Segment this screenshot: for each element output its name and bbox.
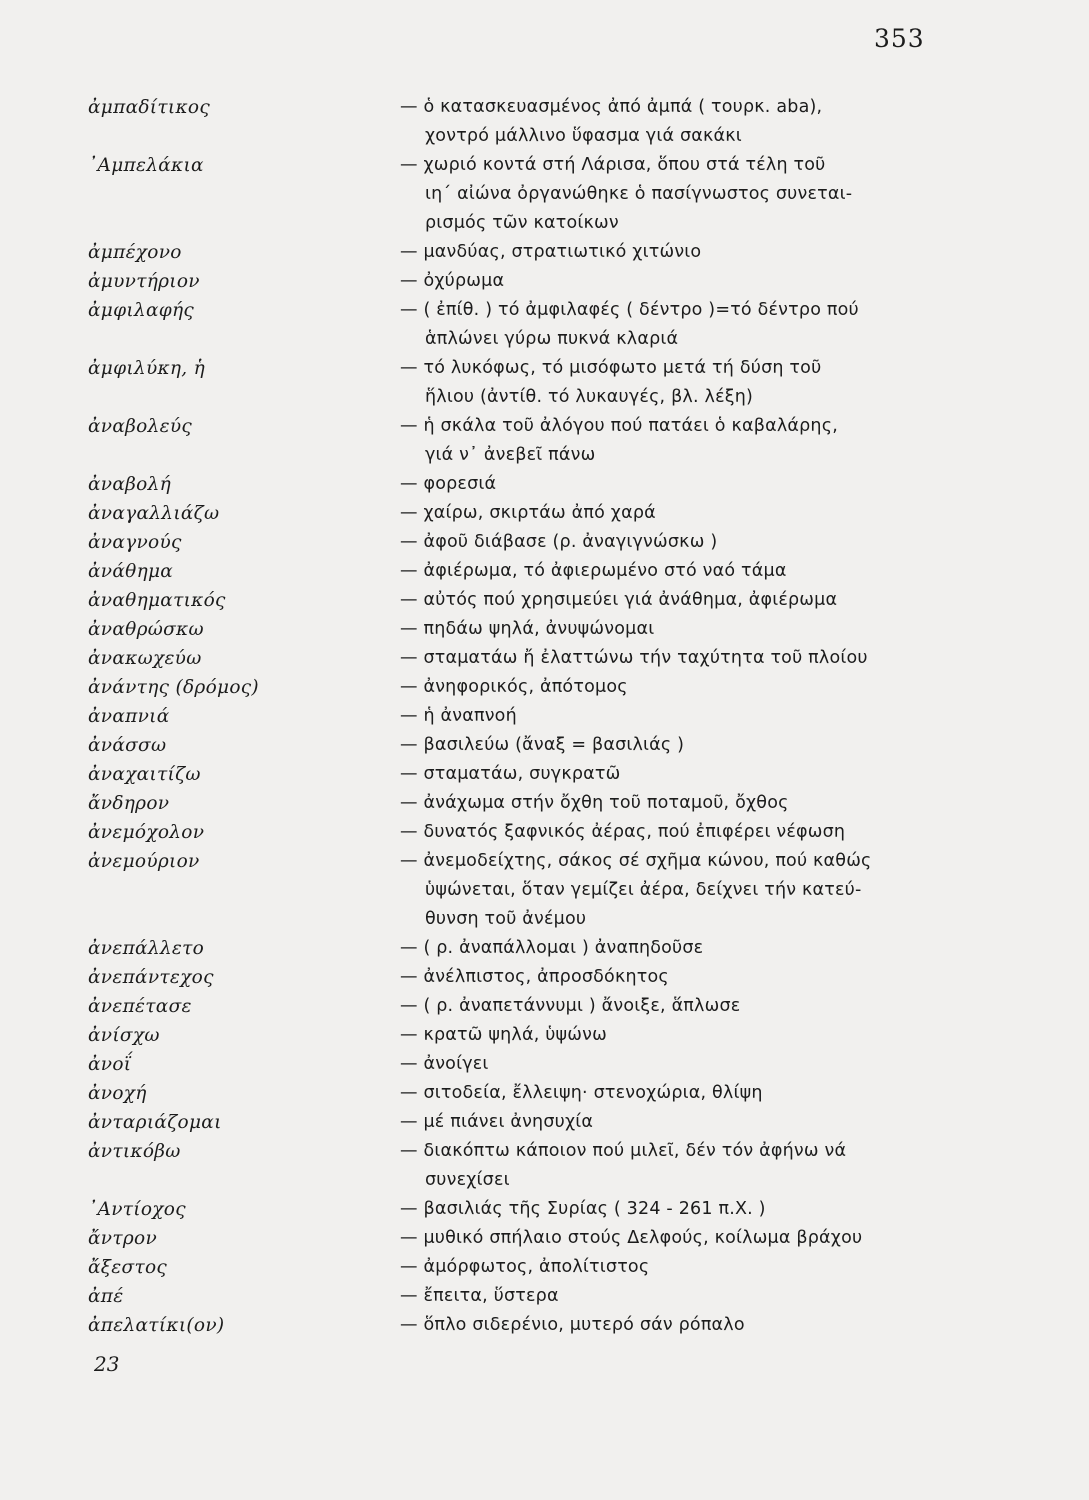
entry-term: ἀνοΐ	[88, 1054, 132, 1075]
entry-term: ἀπέ	[88, 1286, 124, 1307]
entry-definition	[400, 644, 960, 673]
glossary-entry	[0, 1195, 1089, 1224]
glossary-entry	[0, 151, 1089, 238]
definition-line: — βασιλιάς τῆς Συρίας ( 324 - 261 π.Χ. )	[400, 1199, 766, 1219]
entry-term: ἄνδηρον	[88, 793, 170, 814]
definition-line: — ὁ κατασκευασμένος ἀπό ἀμπά ( τουρκ. aba),	[400, 97, 823, 117]
definition-line: χοντρό μάλλινο ὕφασμα γιά σακάκι	[425, 126, 742, 146]
definition-line: — πηδάω ψηλά, ἀνυψώνομαι	[400, 619, 655, 639]
definition-line: — σιτοδεία, ἔλλειψη· στενοχώρια, θλίψη	[400, 1083, 763, 1103]
entry-definition	[400, 151, 960, 238]
glossary-entry	[0, 615, 1089, 644]
definition-line: — ὅπλο σιδερένιο, μυτερό σάν ρόπαλο	[400, 1315, 745, 1335]
entry-definition	[400, 818, 960, 847]
definition-line: — ἡ σκάλα τοῦ ἀλόγου πού πατάει ὁ καβαλάρης,	[400, 416, 838, 436]
definition-line: — ὀχύρωμα	[400, 271, 505, 291]
glossary-entry	[0, 1137, 1089, 1195]
glossary-entry	[0, 1282, 1089, 1311]
definition-line: ρισμός τῶν κατοίκων	[425, 213, 619, 233]
entry-term: ἀναθρώσκω	[88, 619, 204, 640]
definition-line: — φορεσιά	[400, 474, 497, 494]
entry-term: ἄντρον	[88, 1228, 158, 1249]
entry-definition	[400, 354, 960, 412]
glossary-entry	[0, 1253, 1089, 1282]
entry-term: ἀνοχή	[88, 1083, 147, 1104]
entry-definition	[400, 499, 960, 528]
entry-term: ἀναγνούς	[88, 532, 182, 553]
entry-definition	[400, 1311, 960, 1340]
entry-definition	[400, 963, 960, 992]
entry-definition	[400, 557, 960, 586]
entry-term: ἀνάθημα	[88, 561, 174, 582]
entry-term: ἀμφιλαφής	[88, 300, 195, 321]
glossary-entry	[0, 963, 1089, 992]
glossary-entry	[0, 1079, 1089, 1108]
glossary-entry	[0, 1311, 1089, 1340]
entry-term: ἄξεστος	[88, 1257, 168, 1278]
entry-definition	[400, 238, 960, 267]
entry-definition	[400, 673, 960, 702]
entry-term: ἀνεμόχολον	[88, 822, 205, 843]
glossary-entry	[0, 760, 1089, 789]
entry-term: ἀνεπέτασε	[88, 996, 192, 1017]
definition-line: θυνση τοῦ ἀνέμου	[425, 909, 587, 929]
definition-line: — σταματάω ἤ ἐλαττώνω τήν ταχύτητα τοῦ πλοίου	[400, 648, 868, 668]
entry-term: ἀμπέχονο	[88, 242, 182, 263]
footer-signature-mark: 23	[94, 1352, 120, 1376]
entry-definition	[400, 731, 960, 760]
definition-line: — σταματάω, συγκρατῶ	[400, 764, 621, 784]
definition-line: — διακόπτω κάποιον πού μιλεῖ, δέν τόν ἀφήνω νά	[400, 1141, 847, 1161]
definition-line: ἥλιου (ἀντίθ. τό λυκαυγές, βλ. λέξη)	[425, 387, 754, 407]
entry-term: ἀναχαιτίζω	[88, 764, 201, 785]
entry-definition	[400, 1050, 960, 1079]
definition-line: — βασιλεύω (ἄναξ = βασιλιάς )	[400, 735, 685, 755]
entry-term: ἀπελατίκι(ον)	[88, 1315, 225, 1336]
glossary-entry	[0, 412, 1089, 470]
entry-definition	[400, 586, 960, 615]
entry-term: ἀναπνιά	[88, 706, 170, 727]
entry-definition	[400, 615, 960, 644]
definition-line: — ( ἐπίθ. ) τό ἀμφιλαφές ( δέντρο )=τό δέντρο πού	[400, 300, 859, 320]
entry-definition	[400, 1224, 960, 1253]
entry-definition	[400, 847, 960, 934]
glossary-entry	[0, 847, 1089, 934]
entry-definition	[400, 1137, 960, 1195]
definition-line: — δυνατός ξαφνικός ἀέρας, πού ἐπιφέρει νέφωση	[400, 822, 846, 842]
glossary-entry	[0, 644, 1089, 673]
glossary-entry	[0, 586, 1089, 615]
definition-line: — χωριό κοντά στή Λάρισα, ὅπου στά τέλη τοῦ	[400, 155, 826, 175]
entry-definition	[400, 1253, 960, 1282]
entry-definition	[400, 760, 960, 789]
glossary-entry	[0, 1224, 1089, 1253]
definition-line: — ( ρ. ἀναπάλλομαι ) ἀναπηδοῦσε	[400, 938, 704, 958]
entry-definition	[400, 1079, 960, 1108]
entry-term: ἀνίσχω	[88, 1025, 160, 1046]
glossary-entry	[0, 731, 1089, 760]
definition-line: — μανδύας, στρατιωτικό χιτώνιο	[400, 242, 702, 262]
definition-line: γιά ν᾿ ἀνεβεῖ πάνω	[425, 445, 596, 465]
definition-line: — ( ρ. ἀναπετάννυμι ) ἄνοιξε, ἅπλωσε	[400, 996, 741, 1016]
page-number: 353	[874, 24, 925, 53]
definition-line: ὑψώνεται, ὅταν γεμίζει ἀέρα, δείχνει τήν κατεύ-	[425, 880, 862, 900]
entry-definition	[400, 267, 960, 296]
glossary-entry	[0, 1050, 1089, 1079]
entry-term: ἀμπαδίτικος	[88, 97, 210, 118]
glossary-entry	[0, 499, 1089, 528]
definition-line: συνεχίσει	[425, 1170, 510, 1190]
entry-term: ἀναβολή	[88, 474, 171, 495]
entry-definition	[400, 470, 960, 499]
entry-definition	[400, 296, 960, 354]
glossary-entry	[0, 1108, 1089, 1137]
glossary-entry	[0, 238, 1089, 267]
entry-definition	[400, 789, 960, 818]
entry-term: ἀναβολεύς	[88, 416, 193, 437]
glossary-entry	[0, 528, 1089, 557]
entry-term: ἀναγαλλιάζω	[88, 503, 220, 524]
glossary-entry	[0, 1021, 1089, 1050]
definition-line: — ἔπειτα, ὕστερα	[400, 1286, 559, 1306]
entry-term: ἀμυντήριον	[88, 271, 200, 292]
entry-definition	[400, 1021, 960, 1050]
entry-term: ἀνεπάντεχος	[88, 967, 214, 988]
definition-line: — ἀνηφορικός, ἀπότομος	[400, 677, 628, 697]
definition-line: — ἀνέλπιστος, ἀπροσδόκητος	[400, 967, 669, 987]
entry-term: ἀνάσσω	[88, 735, 167, 756]
definition-line: — ἀμόρφωτος, ἀπολίτιστος	[400, 1257, 650, 1277]
glossary-entry	[0, 702, 1089, 731]
entry-term: ἀνταριάζομαι	[88, 1112, 222, 1133]
glossary-entry	[0, 470, 1089, 499]
entry-definition	[400, 1195, 960, 1224]
glossary-entry	[0, 818, 1089, 847]
entry-term: ἀνεπάλλετο	[88, 938, 205, 959]
entry-term: ἀνάντης (δρόμος)	[88, 677, 259, 698]
definition-line: — ἀνεμοδείχτης, σάκος σέ σχῆμα κώνου, πού καθώς	[400, 851, 872, 871]
entry-term: ἀναθηματικός	[88, 590, 226, 611]
glossary-entry	[0, 557, 1089, 586]
definition-line: — κρατῶ ψηλά, ὑψώνω	[400, 1025, 607, 1045]
entry-term: ἀμφιλύκη, ἡ	[88, 358, 206, 379]
definition-line: — αὐτός πού χρησιμεύει γιά ἀνάθημα, ἀφιέρωμα	[400, 590, 838, 610]
glossary-list	[0, 93, 1089, 1340]
definition-line: — χαίρω, σκιρτάω ἀπό χαρά	[400, 503, 656, 523]
definition-line: — ἀνάχωμα στήν ὄχθη τοῦ ποταμοῦ, ὄχθος	[400, 793, 789, 813]
glossary-entry	[0, 93, 1089, 151]
entry-term: ἀνακωχεύω	[88, 648, 202, 669]
entry-definition	[400, 934, 960, 963]
definition-line: — μέ πιάνει ἀνησυχία	[400, 1112, 594, 1132]
definition-line: — ἀφοῦ διάβασε (ρ. ἀναγιγνώσκω )	[400, 532, 718, 552]
entry-definition	[400, 1108, 960, 1137]
entry-term: ᾿Αμπελάκια	[88, 155, 204, 176]
entry-definition	[400, 992, 960, 1021]
entry-definition	[400, 412, 960, 470]
entry-term: ἀνεμούριον	[88, 851, 200, 872]
entry-definition	[400, 528, 960, 557]
definition-line: — μυθικό σπήλαιο στούς Δελφούς, κοίλωμα βράχου	[400, 1228, 863, 1248]
glossary-entry	[0, 789, 1089, 818]
definition-line: — ἀφιέρωμα, τό ἀφιερωμένο στό ναό τάμα	[400, 561, 787, 581]
glossary-entry	[0, 673, 1089, 702]
entry-definition	[400, 702, 960, 731]
entry-definition	[400, 1282, 960, 1311]
entry-definition	[400, 93, 960, 151]
definition-line: — ἀνοίγει	[400, 1054, 489, 1074]
glossary-entry	[0, 992, 1089, 1021]
entry-term: ᾿Αντίοχος	[88, 1199, 186, 1220]
entry-term: ἀντικόβω	[88, 1141, 181, 1162]
definition-line: ἁπλώνει γύρω πυκνά κλαριά	[425, 329, 679, 349]
glossary-entry	[0, 267, 1089, 296]
definition-line: — τό λυκόφως, τό μισόφωτο μετά τή δύση τοῦ	[400, 358, 822, 378]
glossary-entry	[0, 296, 1089, 354]
definition-line: — ἡ ἀναπνοή	[400, 706, 517, 726]
glossary-entry	[0, 934, 1089, 963]
glossary-entry	[0, 354, 1089, 412]
definition-line: ιη΄ αἰώνα ὀργανώθηκε ὁ πασίγνωστος συνεται-	[425, 184, 853, 204]
